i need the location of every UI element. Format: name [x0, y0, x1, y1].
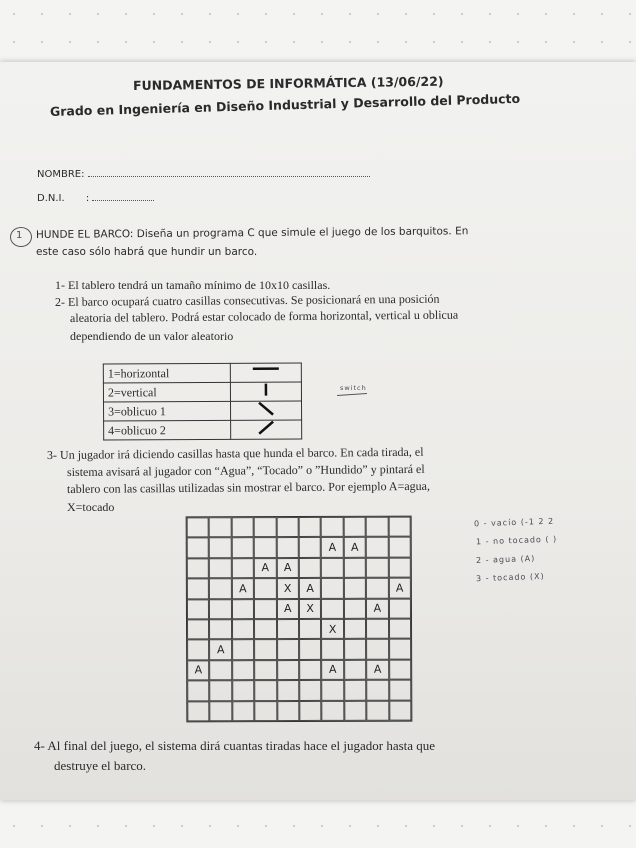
legend-note: 1 - no tocado ( ) — [475, 534, 558, 547]
board-cell — [276, 537, 298, 557]
board-cell — [321, 517, 343, 537]
board-cell — [321, 558, 343, 578]
board-cell: A — [277, 599, 299, 619]
item-3-line-2: sistema avisará al jugador con “Agua”, “Tocado” o ”Hundido” y pintará el — [66, 461, 425, 479]
board-cell — [187, 680, 209, 700]
board-cell — [187, 619, 209, 639]
orientation-row — [103, 363, 301, 383]
board-cell — [254, 517, 276, 537]
item-4-line-1: 4- Al final del juego, el sistema dirá cuantas tiradas hace el jugador hasta que — [34, 738, 436, 753]
board-cell — [366, 557, 388, 577]
legend-note: 2 - agua (A) — [475, 553, 536, 566]
handwritten-switch-note: switch — [340, 384, 367, 392]
board-cell — [366, 619, 388, 639]
nombre-blank — [88, 168, 370, 177]
board-cell — [366, 680, 388, 700]
board-cell — [299, 660, 321, 680]
board-cell — [277, 660, 299, 680]
board-cell — [299, 680, 321, 700]
orientation-row — [104, 401, 302, 421]
board-cell — [210, 660, 232, 680]
board-cell — [344, 639, 366, 659]
example-board — [186, 516, 413, 723]
exam-title: FUNDAMENTOS DE INFORMÁTICA (13/06/22) — [132, 73, 444, 93]
board-cell — [187, 517, 209, 537]
item-4-line-2: destruye el barco. — [54, 758, 147, 773]
dni-blank — [92, 192, 154, 201]
board-cell — [299, 537, 321, 557]
board-cell — [277, 680, 299, 700]
board-cell — [366, 517, 388, 537]
diagonal-down-icon — [230, 401, 301, 420]
board-cell — [254, 537, 276, 557]
board-cell — [209, 517, 231, 537]
board-cell — [187, 701, 209, 721]
orientation-label: 2=vertical — [103, 382, 230, 402]
board-cell — [232, 640, 254, 660]
board-cell — [187, 640, 209, 660]
orientation-label: 4=oblicuo 2 — [104, 420, 231, 440]
board-cell — [232, 701, 254, 721]
board-cell: A — [209, 640, 231, 660]
board-cell — [321, 639, 343, 659]
board-cell — [388, 537, 410, 557]
board-cell: A — [322, 660, 344, 680]
orientation-label: 3=oblicuo 1 — [104, 401, 231, 421]
intro-line-2: este caso sólo habrá que hundir un barco. — [36, 246, 258, 258]
board-cell — [277, 701, 299, 721]
board-cell — [187, 538, 209, 558]
board-cell — [366, 537, 388, 557]
board-cell — [389, 639, 411, 659]
exam-subtitle: Grado en Ingeniería en Diseño Industrial y Desarrollo del Producto — [49, 90, 521, 119]
item-3-line-4: X=tocado — [67, 500, 115, 514]
board-cell — [231, 517, 253, 537]
board-cell — [389, 700, 411, 720]
board-cell — [299, 639, 321, 659]
board-cell — [299, 558, 321, 578]
board-cell — [277, 619, 299, 639]
dni-field — [37, 192, 154, 204]
orientation-row — [104, 420, 302, 440]
board-cell: A — [299, 578, 321, 598]
board-cell — [187, 599, 209, 619]
diagonal-up-icon — [231, 420, 302, 439]
board-cell — [232, 680, 254, 700]
board-cell — [366, 578, 388, 598]
board-cell — [187, 558, 209, 578]
board-cell — [209, 599, 231, 619]
orientation-row — [103, 382, 301, 402]
exercise-number-mark: 1 — [16, 230, 24, 241]
legend-note: 3 - tocado (X) — [475, 571, 545, 584]
item-3-line-1: 3- Un jugador irá diciendo casillas hasta que hunda el barco. En cada tirada, el — [46, 444, 424, 462]
item-2-line-1: 2- El barco ocupará cuatro casillas consecutivas. Se posicionará en una posición — [54, 291, 440, 309]
board-cell — [389, 598, 411, 618]
board-cell: X — [276, 578, 298, 598]
board-cell — [299, 517, 321, 537]
board-cell — [209, 538, 231, 558]
board-cell: A — [187, 660, 209, 680]
board-cell — [254, 619, 276, 639]
board-cell — [321, 578, 343, 598]
nombre-label: NOMBRE: — [37, 169, 85, 180]
horizontal-line-icon — [230, 363, 301, 382]
dni-colon: : — [85, 193, 90, 204]
vertical-line-icon — [230, 382, 301, 401]
orientation-label: 1=horizontal — [103, 363, 230, 383]
item-2-line-3: dependiendo de un valor aleatorio — [70, 329, 234, 343]
board-cell: X — [299, 599, 321, 619]
board-cell — [344, 660, 366, 680]
board-cell — [322, 700, 344, 720]
board-cell — [232, 619, 254, 639]
board-cell — [389, 619, 411, 639]
board-cell — [344, 700, 366, 720]
board-cell — [232, 660, 254, 680]
item-1: 1- El tablero tendrá un tamaño mínimo de 10x10 casillas. — [55, 278, 331, 292]
board-cell: A — [276, 558, 298, 578]
board-cell: A — [254, 558, 276, 578]
board-cell: A — [232, 578, 254, 598]
intro-line-1: HUNDE EL BARCO: Diseña un programa C que simule el juego de los barquitos. En — [35, 225, 469, 241]
board-cell — [388, 557, 410, 577]
board-cell — [210, 701, 232, 721]
board-cell: A — [366, 659, 388, 679]
board-cell: A — [321, 537, 343, 557]
board-cell — [366, 639, 388, 659]
board-cell — [187, 579, 209, 599]
board-cell — [321, 598, 343, 618]
board-cell — [254, 639, 276, 659]
orientation-table — [103, 362, 302, 440]
board-cell — [344, 558, 366, 578]
board-cell — [299, 701, 321, 721]
board-cell — [344, 598, 366, 618]
board-cell — [254, 660, 276, 680]
item-3-line-3: tablero con las casillas utilizadas sin mostrar el barco. Por ejemplo A=agua, — [66, 478, 431, 496]
board-cell — [276, 517, 298, 537]
board-cell — [344, 578, 366, 598]
board-cell — [366, 700, 388, 720]
board-cell — [343, 517, 365, 537]
board-cell — [322, 680, 344, 700]
board-cell — [344, 680, 366, 700]
item-2-line-2: aleatoria del tablero. Podrá estar colocado de forma horizontal, vertical u oblicua — [69, 307, 459, 325]
board-cell: X — [321, 619, 343, 639]
board-cell — [254, 578, 276, 598]
board-cell — [389, 680, 411, 700]
board-cell — [254, 680, 276, 700]
board-cell — [209, 578, 231, 598]
board-cell — [277, 639, 299, 659]
nombre-field — [37, 168, 370, 180]
board-cell — [232, 599, 254, 619]
board-cell — [389, 659, 411, 679]
legend-note: 0 - vacío (-1 2 2 — [473, 516, 555, 529]
board-cell — [209, 619, 231, 639]
board-cell — [299, 619, 321, 639]
board-cell — [254, 701, 276, 721]
board-cell: A — [388, 578, 410, 598]
board-cell — [232, 558, 254, 578]
dni-label: D.N.I. — [37, 193, 65, 204]
board-cell — [254, 599, 276, 619]
board-cell — [344, 619, 366, 639]
board-cell: A — [344, 537, 366, 557]
board-cell — [232, 538, 254, 558]
board-cell — [388, 517, 410, 537]
board-cell — [209, 558, 231, 578]
board-cell: A — [366, 598, 388, 618]
board-cell — [210, 680, 232, 700]
